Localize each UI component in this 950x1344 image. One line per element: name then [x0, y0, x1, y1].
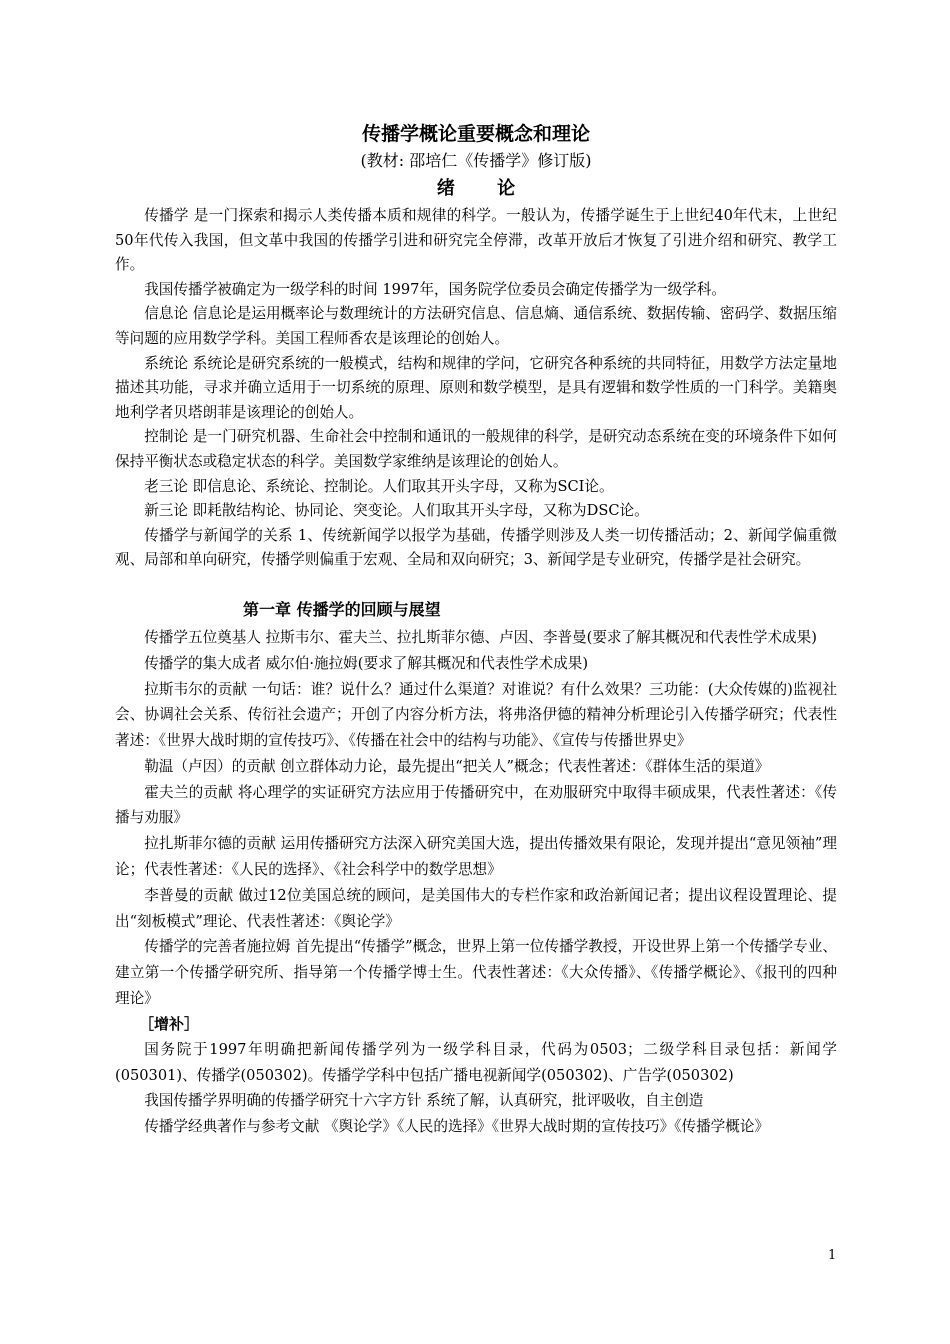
- paragraph: 我国传播学界明确的传播学研究十六字方针 系统了解，认真研究，批评吸收，自主创造: [144, 1092, 704, 1110]
- paragraph: 信息论 信息论是运用概率论与数理统计的方法研究信息、信息熵、通信系统、数据传输、密码学、数据压缩等问题的应用数学学科。美国工程师香农是该理论的创始人。: [115, 305, 837, 347]
- paragraph: 我国传播学被确定为一级学科的时间 1997年，国务院学位委员会确定传播学为一级学科。: [144, 280, 726, 298]
- paragraph: 勒温（卢因）的贡献 创立群体动力论，最先提出“把关人”概念；代表性著述：《群体生活的渠道》: [144, 757, 770, 775]
- chapter-heading: 第一章 传播学的回顾与展望: [243, 599, 441, 619]
- paragraph: 李普曼的贡献 做过12位美国总统的顾问，是美国伟大的专栏作家和政治新闻记者；提出议程设置理论、提出“刻板模式”理论、代表性著述：《舆论学》: [115, 886, 837, 930]
- paragraph: 新三论 即耗散结构论、协同论、突变论。人们取其开头字母，又称为DSC论。: [144, 502, 649, 520]
- paragraph: 传播学的集大成者 威尔伯·施拉姆(要求了解其概况和代表性学术成果): [144, 654, 589, 672]
- page-content: [115, 121, 837, 1140]
- page-number: 1: [828, 1248, 837, 1263]
- paragraph: 控制论 是一门研究机器、生命社会中控制和通讯的一般规律的科学，是研究动态系统在变的环境条件下如何保持平衡状态或稳定状态的科学。美国数学家维纳是该理论的创始人。: [115, 428, 837, 470]
- document-title: 传播学概论重要概念和理论: [361, 123, 590, 145]
- paragraph: 老三论 即信息论、系统论、控制论。人们取其开头字母，又称为SCI论。: [144, 477, 614, 495]
- paragraph: 国务院于1997年明确把新闻传播学列为一级学科目录，代码为0503；二级学科目录包括：新闻学(050301)、传播学(050302)。传播学学科中包括广播电视新闻学(050302)、广告学(050302): [115, 1040, 837, 1084]
- paragraph: 传播学与新闻学的关系 1、传统新闻学以报学为基础，传播学则涉及人类一切传播活动；2、新闻学偏重微观、局部和单向研究，传播学则偏重于宏观、全局和双向研究；3、新闻学是专业研究，传播学是社会研究。: [115, 526, 837, 569]
- supplement-heading: ［增补］: [139, 1014, 200, 1033]
- paragraph: 传播学 是一门探索和揭示人类传播本质和规律的科学。一般认为，传播学诞生于上世纪40年代末，上世纪50年代传入我国，但文革中我国的传播学引进和研究完全停滞，改革开放后才恢复了引进介绍和研究、教学工作。: [115, 207, 837, 274]
- paragraph: 传播学的完善者施拉姆 首先提出“传播学”概念，世界上第一位传播学教授，开设世界上第一个传播学专业、建立第一个传播学研究所、指导第一个传播学博士生。代表性著述：《大众传播》、《传播学概论》、《报刊的四种理论》: [115, 938, 837, 1008]
- intro-heading: 绪 论: [436, 178, 534, 199]
- paragraph: 传播学五位奠基人 拉斯韦尔、霍夫兰、拉扎斯菲尔德、卢因、李普曼(要求了解其概况和代表性学术成果): [144, 628, 817, 646]
- paragraph: 拉扎斯菲尔德的贡献 运用传播研究方法深入研究美国大选，提出传播效果有限论，发现并提出“意见领袖”理论；代表性著述：《人民的选择》、《社会科学中的数学思想》: [115, 835, 837, 879]
- paragraph: 霍夫兰的贡献 将心理学的实证研究方法应用于传播研究中，在劝服研究中取得丰硕成果，代表性著述：《传播与劝服》: [115, 783, 837, 827]
- paragraph: 拉斯韦尔的贡献 一句话：谁？说什么？通过什么渠道？对谁说？有什么效果？三功能：(大众传媒的)监视社会、协调社会关系、传衍社会遗产；开创了内容分析方法，将弗洛伊德的精神分析理论引入传播学研究；代表性著述：《世界大战时期的宣传技巧》、《传播在社会中的结构与功能》、《宣传与传播世界史》: [115, 680, 837, 750]
- document-subtitle: (教材: 邵培仁《传播学》修订版): [360, 151, 592, 170]
- paragraph: 传播学经典著作与参考文献 《舆论学》《人民的选择》《世界大战时期的宣传技巧》《传播学概论》: [144, 1118, 770, 1136]
- paragraph: 系统论 系统论是研究系统的一般模式，结构和规律的学问，它研究各种系统的共同特征，用数学方法定量地描述其功能，寻求并确立适用于一切系统的原理、原则和数学模型，是具有逻辑和数学性质的一门科学。美籍奥地利学者贝塔朗菲是该理论的创始人。: [115, 354, 837, 421]
